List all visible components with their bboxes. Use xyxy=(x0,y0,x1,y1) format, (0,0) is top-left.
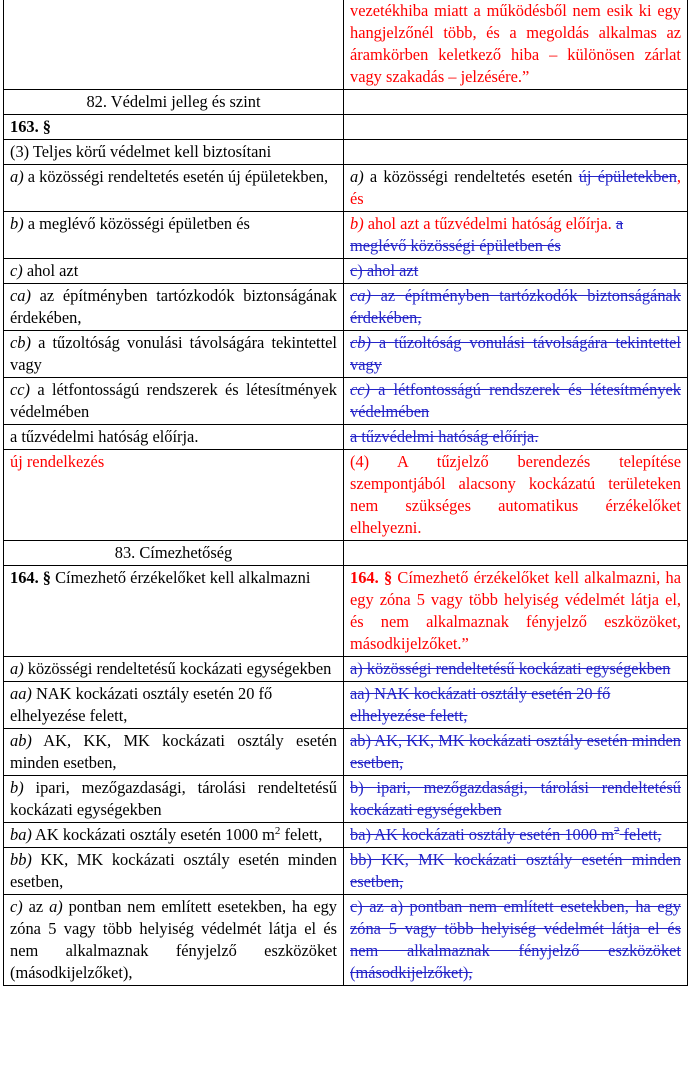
point-mark: ca) xyxy=(10,286,31,305)
table-row xyxy=(4,284,688,331)
left-cell xyxy=(4,212,344,259)
table-row xyxy=(4,657,688,682)
added-text: ahol azt a tűzvédelmi hatóság előírja. xyxy=(363,214,612,233)
cell-text: a tűzoltóság vonulási távolságára tekintettel vagy xyxy=(10,333,337,374)
table-row xyxy=(4,776,688,823)
table-row xyxy=(4,895,688,986)
right-cell xyxy=(344,259,688,284)
point-mark: a) xyxy=(350,167,364,186)
left-cell xyxy=(4,776,344,823)
right-cell xyxy=(344,657,688,682)
right-cell xyxy=(344,682,688,729)
added-text: , és xyxy=(350,167,681,208)
right-cell xyxy=(344,776,688,823)
point-mark: ca) xyxy=(350,286,371,305)
point-mark: cb) xyxy=(10,333,31,352)
cell-text: ipari, mezőgazdasági, tárolási rendeltetésű kockázati egységekben xyxy=(10,778,337,819)
point-mark: aa) xyxy=(10,684,32,703)
point-mark: ba) xyxy=(10,825,32,844)
deleted-text: ba) AK kockázati osztály esetén 1000 m xyxy=(350,825,614,844)
left-cell xyxy=(4,895,344,986)
table-row xyxy=(4,331,688,378)
point-mark: a) xyxy=(49,897,63,916)
right-cell xyxy=(344,165,688,212)
right-cell: (4) A tűzjelző berendezés telepítése szempontjából alacsony kockázatú területeken nem szükséges automatikus érzékelőket elhelyezni. xyxy=(344,450,688,541)
cell-text: NAK kockázati osztály esetén 20 fő elhelyezése felett, xyxy=(10,684,273,725)
new-provision-label: új rendelkezés xyxy=(4,450,344,541)
point-mark: b) xyxy=(350,214,364,233)
point-mark: a) xyxy=(10,659,24,678)
deleted-text: a) közösségi rendeltetésű kockázati egységekben xyxy=(350,659,671,678)
table-row xyxy=(4,0,688,90)
deleted-text: új épületekben xyxy=(578,167,677,186)
point-mark: c) xyxy=(10,261,23,280)
superscript: 2 xyxy=(274,825,281,837)
cell-text: AK, KK, MK kockázati osztály esetén minden esetben, xyxy=(10,731,337,772)
deleted-text: ab) AK, KK, MK kockázati osztály esetén minden esetben, xyxy=(350,731,681,772)
cell-text: az xyxy=(22,897,50,916)
deleted-text: bb) KK, MK kockázati osztály esetén minden esetben, xyxy=(350,850,681,891)
point-mark: b) xyxy=(10,778,24,797)
deleted-text: c) ahol azt xyxy=(350,261,419,280)
right-cell xyxy=(344,541,688,566)
right-cell xyxy=(344,90,688,115)
deleted-text: aa) NAK kockázati osztály esetén 20 fő elhelyezése felett, xyxy=(350,684,611,725)
right-cell xyxy=(344,895,688,986)
paragraph-number: 164. § xyxy=(350,568,393,587)
point-mark: b) xyxy=(10,214,24,233)
left-cell: (3) Teljes körű védelmet kell biztosítani xyxy=(4,140,344,165)
cell-text: a létfontosságú rendszerek és létesítmények védelmében xyxy=(10,380,337,421)
deleted-text: a meglévő közösségi épületben és xyxy=(350,214,624,255)
paragraph-number: 164. § xyxy=(10,568,51,587)
point-mark: c) xyxy=(10,897,23,916)
left-cell xyxy=(4,729,344,776)
cell-text: KK, MK kockázati osztály esetén minden esetben, xyxy=(10,850,337,891)
added-text: Címezhető érzékelőket kell alkalmazni, ha egy zóna 5 vagy több helyiség védelmét látja el, és nem alkalmaznak fényjelző eszközöket, másodkijelzőket.” xyxy=(350,568,681,653)
right-cell xyxy=(344,729,688,776)
cell-text: a meglévő közösségi épületben és xyxy=(23,214,250,233)
right-cell xyxy=(344,425,688,450)
point-mark: cb) xyxy=(350,333,371,352)
deleted-text: a tűzvédelmi hatóság előírja. xyxy=(350,427,539,446)
cell-text: közösségi rendeltetésű kockázati egységekben xyxy=(23,659,332,678)
deleted-text: c) az a) pontban nem említett esetekben, ha egy zóna 5 vagy több helyiség védelmét látja el és nem alkalmaznak fényjelző eszközöket (másodkijelzőket), xyxy=(350,897,681,982)
table-row xyxy=(4,259,688,284)
superscript: 2 xyxy=(614,825,620,837)
point-mark: ab) xyxy=(10,731,32,750)
table-row xyxy=(4,566,688,657)
right-cell xyxy=(344,212,688,259)
cell-text: AK kockázati osztály esetén 1000 m xyxy=(31,825,275,844)
deleted-text: az építményben tartózkodók biztonságának érdekében, xyxy=(350,286,681,327)
cell-text: felett, xyxy=(280,825,323,844)
table-row xyxy=(4,165,688,212)
table-row xyxy=(4,140,688,165)
section-heading: 82. Védelmi jelleg és szint xyxy=(4,90,344,115)
point-mark: cc) xyxy=(10,380,31,399)
cell-text: a közösségi rendeltetés esetén új épületekben, xyxy=(23,167,329,186)
cell-text: a közösségi rendeltetés esetén xyxy=(363,167,579,186)
right-cell xyxy=(344,115,688,140)
left-cell xyxy=(4,682,344,729)
right-cell: vezetékhiba miatt a működésből nem esik ki egy hangjelzőnél több, és a megoldás alkalmas az áramkörben keletkező hiba – különösen zárlat vagy szakadás – jelzésére.” xyxy=(344,0,688,90)
table-row xyxy=(4,212,688,259)
right-cell xyxy=(344,284,688,331)
left-cell xyxy=(4,0,344,90)
cell-text: ahol azt xyxy=(22,261,79,280)
table-row xyxy=(4,848,688,895)
deleted-text: felett, xyxy=(619,825,662,844)
left-cell xyxy=(4,284,344,331)
left-cell: a tűzvédelmi hatóság előírja. xyxy=(4,425,344,450)
deleted-text: b) ipari, mezőgazdasági, tárolási rendeltetésű kockázati egységekben xyxy=(350,778,681,819)
right-cell xyxy=(344,378,688,425)
left-cell xyxy=(4,657,344,682)
table-row xyxy=(4,450,688,541)
cell-text: az építményben tartózkodók biztonságának érdekében, xyxy=(10,286,337,327)
right-cell xyxy=(344,331,688,378)
table-row xyxy=(4,729,688,776)
left-cell xyxy=(4,823,344,848)
section-heading-row xyxy=(4,90,688,115)
amendment-comparison-table xyxy=(3,0,688,986)
left-cell xyxy=(4,848,344,895)
left-cell xyxy=(4,378,344,425)
left-cell xyxy=(4,566,344,657)
table-row xyxy=(4,823,688,848)
cell-text: Címezhető érzékelőket kell alkalmazni xyxy=(50,568,311,587)
table-row xyxy=(4,425,688,450)
left-cell xyxy=(4,165,344,212)
point-mark: a) xyxy=(10,167,24,186)
right-cell xyxy=(344,823,688,848)
cell-text: pontban nem említett esetekben, ha egy zóna 5 vagy több helyiség védelmét látja el és nem alkalmaznak fényjelző eszközöket (másodkijelzőket), xyxy=(10,897,337,982)
left-cell xyxy=(4,331,344,378)
section-heading: 83. Címezhetőség xyxy=(4,541,344,566)
deleted-text: a tűzoltóság vonulási távolságára tekintettel vagy xyxy=(350,333,681,374)
table-row xyxy=(4,378,688,425)
point-mark: cc) xyxy=(350,380,371,399)
table-row xyxy=(4,682,688,729)
table-row xyxy=(4,115,688,140)
right-cell xyxy=(344,848,688,895)
section-heading-row xyxy=(4,541,688,566)
right-cell xyxy=(344,566,688,657)
point-mark: bb) xyxy=(10,850,32,869)
left-cell xyxy=(4,259,344,284)
right-cell xyxy=(344,140,688,165)
paragraph-number: 163. § xyxy=(4,115,344,140)
deleted-text: a létfontosságú rendszerek és létesítmények védelmében xyxy=(350,380,681,421)
